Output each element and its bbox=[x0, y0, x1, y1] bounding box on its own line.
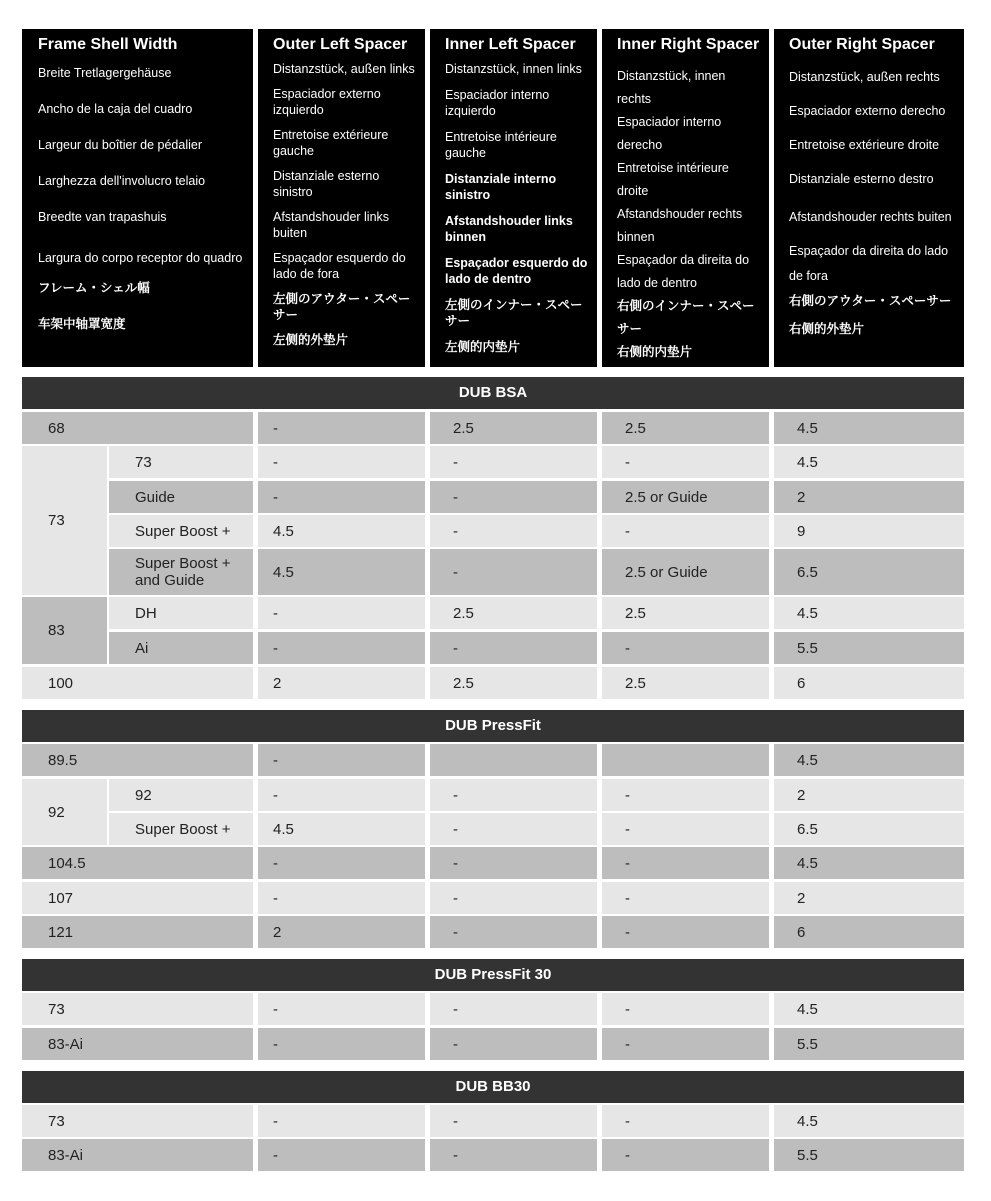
outer-left-cell: - bbox=[258, 412, 425, 444]
outer-right-cell: 6 bbox=[774, 916, 964, 948]
outer-left-cell: - bbox=[258, 744, 425, 776]
outer-right-cell: 6.5 bbox=[774, 549, 964, 595]
subtype-cell: 73 bbox=[109, 446, 253, 478]
header-translation: 左側のアウター・スペーサー bbox=[273, 292, 411, 322]
width-cell: 73 bbox=[22, 1105, 253, 1137]
inner-right-cell: - bbox=[602, 1105, 769, 1137]
header-inner-right-spacer bbox=[602, 29, 769, 367]
outer-right-cell: 6.5 bbox=[774, 813, 964, 845]
header-translation: 左側のインナー・スペーサー bbox=[445, 298, 583, 328]
inner-left-cell: - bbox=[430, 632, 597, 664]
inner-left-cell: 2.5 bbox=[430, 667, 597, 699]
inner-left-cell: - bbox=[430, 882, 597, 914]
outer-left-cell: - bbox=[258, 597, 425, 629]
outer-left-cell: - bbox=[258, 993, 425, 1025]
header-translation: Afstandshouder links buiten bbox=[273, 210, 390, 240]
header-title: Outer Left Spacer bbox=[273, 36, 408, 53]
inner-left-cell: - bbox=[430, 446, 597, 478]
header-translation: 左侧的外垫片 bbox=[273, 333, 349, 347]
header-translation: Distanzstück, außen links bbox=[273, 62, 415, 76]
header-translation: Afstandshouder links binnen bbox=[445, 214, 573, 244]
header-translation: 左侧的内垫片 bbox=[445, 340, 521, 354]
outer-left-cell: 4.5 bbox=[258, 549, 425, 595]
subtype-cell: Ai bbox=[109, 632, 253, 664]
header-translation: Entretoise extérieure gauche bbox=[273, 128, 389, 158]
inner-left-cell: - bbox=[430, 779, 597, 811]
width-cell: 89.5 bbox=[22, 744, 253, 776]
header-translation: Largura do corpo receptor do quadro bbox=[38, 251, 243, 265]
inner-right-cell: 2.5 bbox=[602, 597, 769, 629]
outer-right-cell: 9 bbox=[774, 515, 964, 547]
inner-right-cell: - bbox=[602, 515, 769, 547]
header-translation: Breite Tretlagergehäuse bbox=[38, 66, 172, 80]
width-cell: 68 bbox=[22, 412, 253, 444]
outer-left-cell: - bbox=[258, 882, 425, 914]
inner-right-cell: 2.5 bbox=[602, 667, 769, 699]
outer-right-cell: 5.5 bbox=[774, 1139, 964, 1171]
inner-right-cell: - bbox=[602, 847, 769, 879]
header-translation: Distanzstück, innen links bbox=[445, 62, 582, 76]
header-title: Frame Shell Width bbox=[38, 36, 178, 53]
inner-left-cell: - bbox=[430, 993, 597, 1025]
width-cell: 107 bbox=[22, 882, 253, 914]
inner-right-cell: - bbox=[602, 1139, 769, 1171]
header-title: Inner Right Spacer bbox=[617, 36, 760, 53]
header-translation: 右侧的外垫片 bbox=[789, 322, 865, 336]
header-translation: 右侧的内垫片 bbox=[617, 345, 693, 359]
outer-right-cell: 5.5 bbox=[774, 1028, 964, 1060]
subtype-cell: Guide bbox=[109, 481, 253, 513]
width-cell: 104.5 bbox=[22, 847, 253, 879]
header-title: Outer Right Spacer bbox=[789, 36, 935, 53]
header-inner-left-spacer bbox=[430, 29, 597, 367]
header-translation: Espaciador interno derecho bbox=[617, 115, 722, 152]
inner-left-cell: - bbox=[430, 549, 597, 595]
inner-right-cell: - bbox=[602, 813, 769, 845]
inner-left-cell: - bbox=[430, 916, 597, 948]
outer-left-cell: - bbox=[258, 446, 425, 478]
header-translation: 右側のインナー・スペーサー bbox=[617, 299, 755, 336]
header-translation: 车架中轴罩宽度 bbox=[38, 317, 126, 331]
outer-left-cell: - bbox=[258, 1028, 425, 1060]
outer-right-cell: 4.5 bbox=[774, 412, 964, 444]
inner-left-cell bbox=[430, 744, 597, 776]
outer-right-cell: 6 bbox=[774, 667, 964, 699]
header-outer-left-spacer bbox=[258, 29, 425, 367]
outer-left-cell: - bbox=[258, 481, 425, 513]
header-translation: 右側のアウター・スペーサー bbox=[789, 294, 952, 308]
section-header: DUB PressFit bbox=[22, 710, 964, 742]
section-header: DUB BSA bbox=[22, 377, 964, 409]
header-translation: Breedte van trapashuis bbox=[38, 210, 167, 224]
header-translation: Distanziale esterno destro bbox=[789, 172, 934, 186]
outer-left-cell: 2 bbox=[258, 916, 425, 948]
header-translation: フレーム・シェル幅 bbox=[38, 281, 150, 295]
width-group-cell: 92 bbox=[22, 779, 107, 845]
inner-right-cell: - bbox=[602, 916, 769, 948]
inner-right-cell: - bbox=[602, 1028, 769, 1060]
inner-right-cell: - bbox=[602, 882, 769, 914]
header-translation: Entretoise intérieure droite bbox=[617, 161, 729, 198]
inner-left-cell: - bbox=[430, 1139, 597, 1171]
outer-left-cell: - bbox=[258, 1105, 425, 1137]
header-translation: Espaciador externo izquierdo bbox=[273, 87, 381, 117]
width-group-cell: 73 bbox=[22, 446, 107, 595]
header-translation: Distanziale esterno sinistro bbox=[273, 169, 380, 199]
outer-right-cell: 4.5 bbox=[774, 1105, 964, 1137]
inner-right-cell: - bbox=[602, 632, 769, 664]
header-title: Inner Left Spacer bbox=[445, 36, 576, 53]
inner-left-cell: - bbox=[430, 481, 597, 513]
section-header: DUB PressFit 30 bbox=[22, 959, 964, 991]
outer-left-cell: 4.5 bbox=[258, 515, 425, 547]
inner-right-cell: - bbox=[602, 446, 769, 478]
inner-right-cell: 2.5 bbox=[602, 412, 769, 444]
width-group-cell: 83 bbox=[22, 597, 107, 664]
outer-right-cell: 2 bbox=[774, 779, 964, 811]
header-translation: Espaçador esquerdo do lado de fora bbox=[273, 251, 406, 281]
subtype-cell: 92 bbox=[109, 779, 253, 811]
outer-right-cell: 4.5 bbox=[774, 744, 964, 776]
inner-left-cell: - bbox=[430, 847, 597, 879]
inner-right-cell: - bbox=[602, 779, 769, 811]
inner-left-cell: - bbox=[430, 813, 597, 845]
inner-right-cell: 2.5 or Guide bbox=[602, 481, 769, 513]
subtype-cell: Super Boost + bbox=[109, 813, 253, 845]
outer-left-cell: 4.5 bbox=[258, 813, 425, 845]
inner-left-cell: - bbox=[430, 1105, 597, 1137]
inner-right-cell: 2.5 or Guide bbox=[602, 549, 769, 595]
subtype-cell: DH bbox=[109, 597, 253, 629]
width-cell: 83-Ai bbox=[22, 1139, 253, 1171]
inner-right-cell bbox=[602, 744, 769, 776]
header-translation: Entretoise extérieure droite bbox=[789, 138, 940, 152]
subtype-cell: Super Boost + and Guide bbox=[109, 549, 253, 595]
width-cell: 100 bbox=[22, 667, 253, 699]
header-translation: Distanziale interno sinistro bbox=[445, 172, 557, 202]
header-translation: Espaciador externo derecho bbox=[789, 104, 946, 118]
header-translation: Espaçador da direita do lado de dentro bbox=[617, 253, 750, 290]
header-translation: Distanzstück, außen rechts bbox=[789, 70, 940, 84]
inner-right-cell: - bbox=[602, 993, 769, 1025]
outer-right-cell: 5.5 bbox=[774, 632, 964, 664]
subtype-cell: Super Boost + bbox=[109, 515, 253, 547]
inner-left-cell: - bbox=[430, 1028, 597, 1060]
outer-left-cell: - bbox=[258, 847, 425, 879]
outer-left-cell: - bbox=[258, 1139, 425, 1171]
width-cell: 73 bbox=[22, 993, 253, 1025]
outer-left-cell: - bbox=[258, 632, 425, 664]
outer-left-cell: 2 bbox=[258, 667, 425, 699]
outer-right-cell: 2 bbox=[774, 481, 964, 513]
inner-left-cell: 2.5 bbox=[430, 597, 597, 629]
header-translation: Larghezza dell'involucro telaio bbox=[38, 174, 206, 188]
header-outer-right-spacer bbox=[774, 29, 964, 367]
header-translation: Afstandshouder rechts buiten bbox=[789, 210, 952, 224]
outer-right-cell: 4.5 bbox=[774, 847, 964, 879]
outer-left-cell: - bbox=[258, 779, 425, 811]
width-cell: 121 bbox=[22, 916, 253, 948]
header-translation: Largeur du boîtier de pédalier bbox=[38, 138, 203, 152]
header-frame-shell-width bbox=[22, 29, 253, 367]
header-translation: Afstandshouder rechts binnen bbox=[617, 207, 743, 244]
header-translation: Entretoise intérieure gauche bbox=[445, 130, 557, 160]
outer-right-cell: 4.5 bbox=[774, 597, 964, 629]
inner-left-cell: - bbox=[430, 515, 597, 547]
section-header: DUB BB30 bbox=[22, 1071, 964, 1103]
header-translation: Ancho de la caja del cuadro bbox=[38, 102, 193, 116]
outer-right-cell: 2 bbox=[774, 882, 964, 914]
inner-left-cell: 2.5 bbox=[430, 412, 597, 444]
outer-right-cell: 4.5 bbox=[774, 446, 964, 478]
width-cell: 83-Ai bbox=[22, 1028, 253, 1060]
header-translation: Espaçador esquerdo do lado de dentro bbox=[445, 256, 588, 286]
header-translation: Espaciador interno izquierdo bbox=[445, 88, 550, 118]
outer-right-cell: 4.5 bbox=[774, 993, 964, 1025]
header-translation: Distanzstück, innen rechts bbox=[617, 69, 726, 106]
header-translation: Espaçador da direita do lado de fora bbox=[789, 244, 949, 283]
